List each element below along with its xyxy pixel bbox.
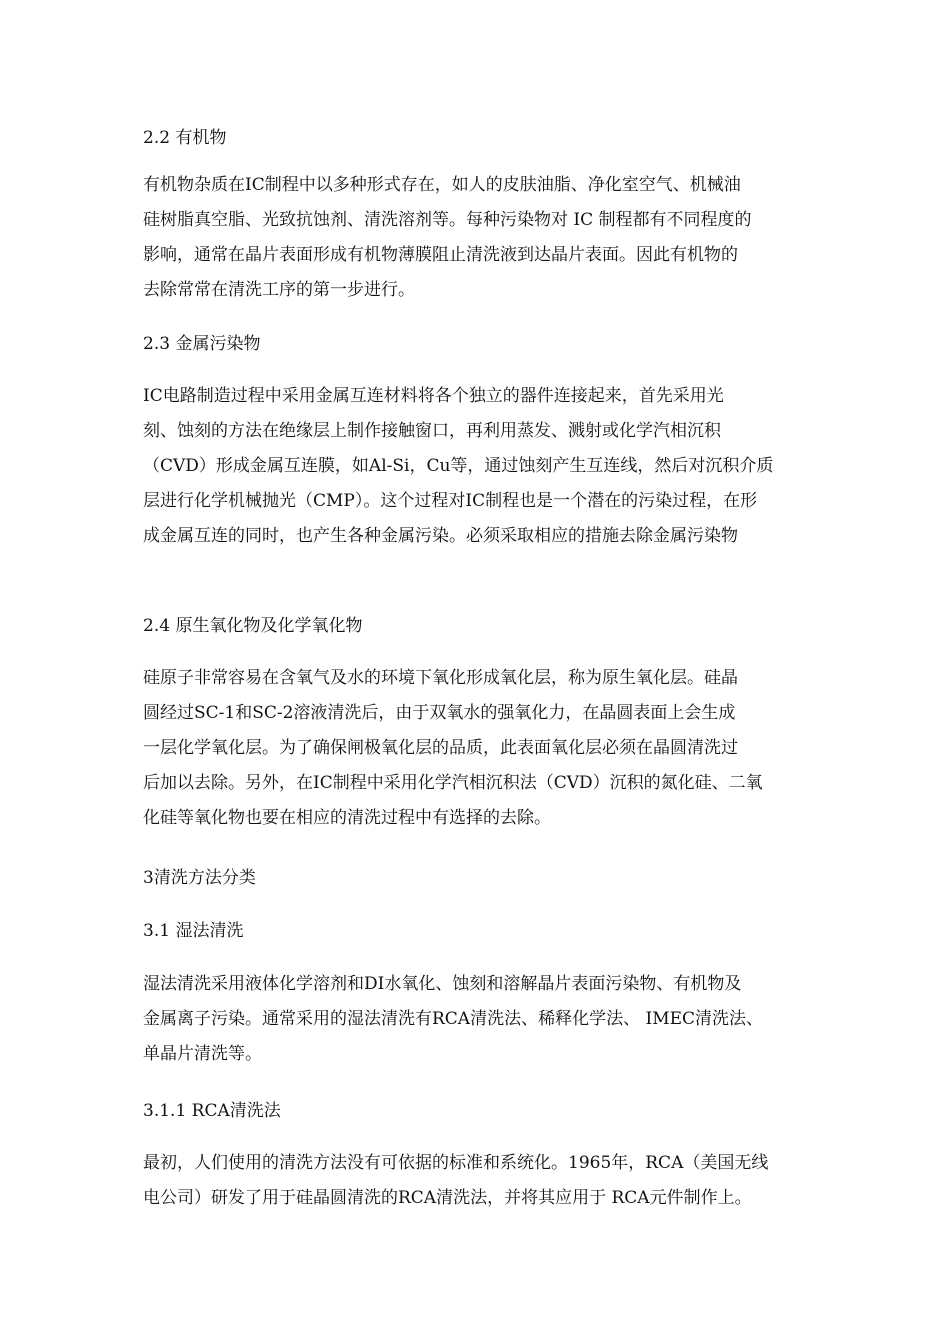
section-heading-2-2: 2.2 有机物 — [143, 128, 227, 148]
paragraph-line: 刻、蚀刻的方法在绝缘层上制作接触窗口，再利用蒸发、溅射或化学汽相沉积 — [143, 421, 721, 441]
paragraph-line: 单晶片清洗等。 — [143, 1044, 262, 1064]
paragraph-line: 硅原子非常容易在含氧气及水的环境下氧化形成氧化层，称为原生氧化层。硅晶 — [143, 668, 738, 688]
paragraph-line: 一层化学氧化层。为了确保闸极氧化层的品质，此表面氧化层必须在晶圆清洗过 — [143, 738, 738, 758]
paragraph-line: 湿法清洗采用液体化学溶剂和DI水氧化、蚀刻和溶解晶片表面污染物、有机物及 — [143, 974, 742, 994]
paragraph-line: IC电路制造过程中采用金属互连材料将各个独立的器件连接起来，首先采用光 — [143, 386, 724, 406]
paragraph-line: 影响，通常在晶片表面形成有机物薄膜阻止清洗液到达晶片表面。因此有机物的 — [143, 245, 738, 265]
section-heading-3-1-1: 3.1.1 RCA清洗法 — [143, 1101, 281, 1121]
paragraph-line: 硅树脂真空脂、光致抗蚀剂、清洗溶剂等。每种污染物对 IC 制程都有不同程度的 — [143, 210, 752, 230]
section-heading-3: 3清洗方法分类 — [143, 868, 256, 888]
section-heading-2-3: 2.3 金属污染物 — [143, 334, 261, 354]
paragraph-line: 最初，人们使用的清洗方法没有可依据的标准和系统化。1965年，RCA（美国无线 — [143, 1153, 769, 1173]
section-heading-2-4: 2.4 原生氧化物及化学氧化物 — [143, 616, 363, 636]
paragraph-line: 化硅等氧化物也要在相应的清洗过程中有选择的去除。 — [143, 808, 551, 828]
paragraph-line: 层进行化学机械抛光（CMP）。这个过程对IC制程也是一个潜在的污染过程，在形 — [143, 491, 758, 511]
paragraph-line: 成金属互连的同时，也产生各种金属污染。必须采取相应的措施去除金属污染物 — [143, 526, 738, 546]
paragraph-line: 去除常常在清洗工序的第一步进行。 — [143, 280, 415, 300]
paragraph-line: 后加以去除。另外，在IC制程中采用化学汽相沉积法（CVD）沉积的氮化硅、二氧 — [143, 773, 763, 793]
paragraph-line: 金属离子污染。通常采用的湿法清洗有RCA清洗法、稀释化学法、 IMEC清洗法、 — [143, 1009, 764, 1029]
paragraph-line: 电公司）研发了用于硅晶圆清洗的RCA清洗法，并将其应用于 RCA元件制作上。 — [143, 1188, 752, 1208]
paragraph-line: 圆经过SC-1和SC-2溶液清洗后，由于双氧水的强氧化力，在晶圆表面上会生成 — [143, 703, 736, 723]
paragraph-line: （CVD）形成金属互连膜，如Al-Si，Cu等，通过蚀刻产生互连线，然后对沉积介质 — [143, 456, 774, 476]
section-heading-3-1: 3.1 湿法清洗 — [143, 921, 244, 941]
paragraph-line: 有机物杂质在IC制程中以多种形式存在，如人的皮肤油脂、净化室空气、机械油 — [143, 175, 741, 195]
